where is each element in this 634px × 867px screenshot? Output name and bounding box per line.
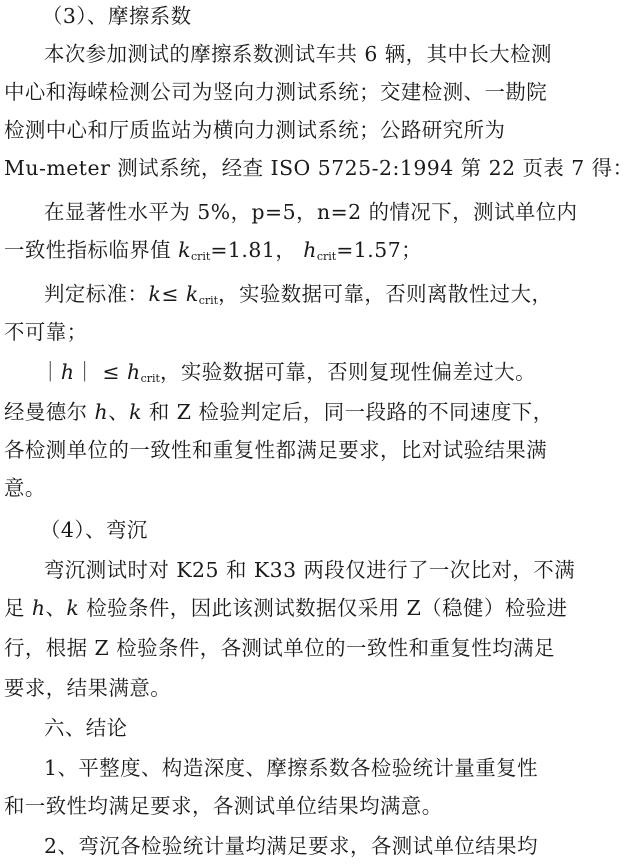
paragraph-line: 检测中心和厅质监站为横向力测试系统；公路研究所为 (4, 118, 506, 142)
criterion-k-line: 判定标准：$k\le k_{crit}$，实验数据可靠，否则离散性过大， (44, 282, 553, 307)
paragraph-line: 行，根据 Z 检验条件，各测试单位的一致性和重复性均满足 (4, 636, 555, 660)
paragraph-line: 在显著性水平为 5%，p=5，n=2 的情况下，测试单位内 (44, 200, 578, 224)
paragraph-line: 要求，结果满意。 (4, 676, 172, 700)
mandel-test-line: 经曼德尔 h、k 和 Z 检验判定后，同一段路的不同速度下， (4, 400, 554, 424)
deflection-hk-line: 足 h、k 检验条件，因此该测试数据仅采用 Z（稳健）检验进 (4, 596, 568, 620)
conclusion-item-1: 1、平整度、构造深度、摩擦系数各检验统计量重复性 (44, 756, 538, 780)
conclusion-item-2: 2、弯沉各检验统计量均满足要求，各测试单位结果均 (44, 834, 538, 858)
paragraph-line: 不可靠； (4, 320, 88, 344)
section-heading-friction: （3）、摩擦系数 (42, 4, 192, 28)
paragraph-line: 各检测单位的一致性和重复性都满足要求，比对试验结果满 (4, 438, 548, 462)
criterion-h-line: ｜h｜ ≤ $h_{crit}$，实验数据可靠，否则复现性偏差过大。 (40, 360, 537, 385)
paragraph-line: 中心和海嵘检测公司为竖向力测试系统；交建检测、一勘院 (4, 80, 548, 104)
paragraph-line: 和一致性均满足要求，各测试单位结果均满意。 (4, 794, 443, 818)
section-heading-deflection: （4）、弯沉 (40, 518, 148, 542)
paragraph-line: 意。 (4, 476, 46, 500)
paragraph-line: Mu-meter 测试系统，经查 ISO 5725-2:1994 第 22 页表 7 得： (4, 156, 634, 180)
conclusion-heading: 六、结论 (44, 716, 128, 740)
paragraph-line: 本次参加测试的摩擦系数测试车共 6 辆，其中长大检测 (44, 42, 552, 66)
paragraph-line: 弯沉测试时对 K25 和 K33 两段仅进行了一次比对，不满 (44, 558, 576, 582)
critical-values-line: 一致性指标临界值 $k_{crit}=1.81$， $h_{crit}=1.57$； (4, 238, 423, 263)
